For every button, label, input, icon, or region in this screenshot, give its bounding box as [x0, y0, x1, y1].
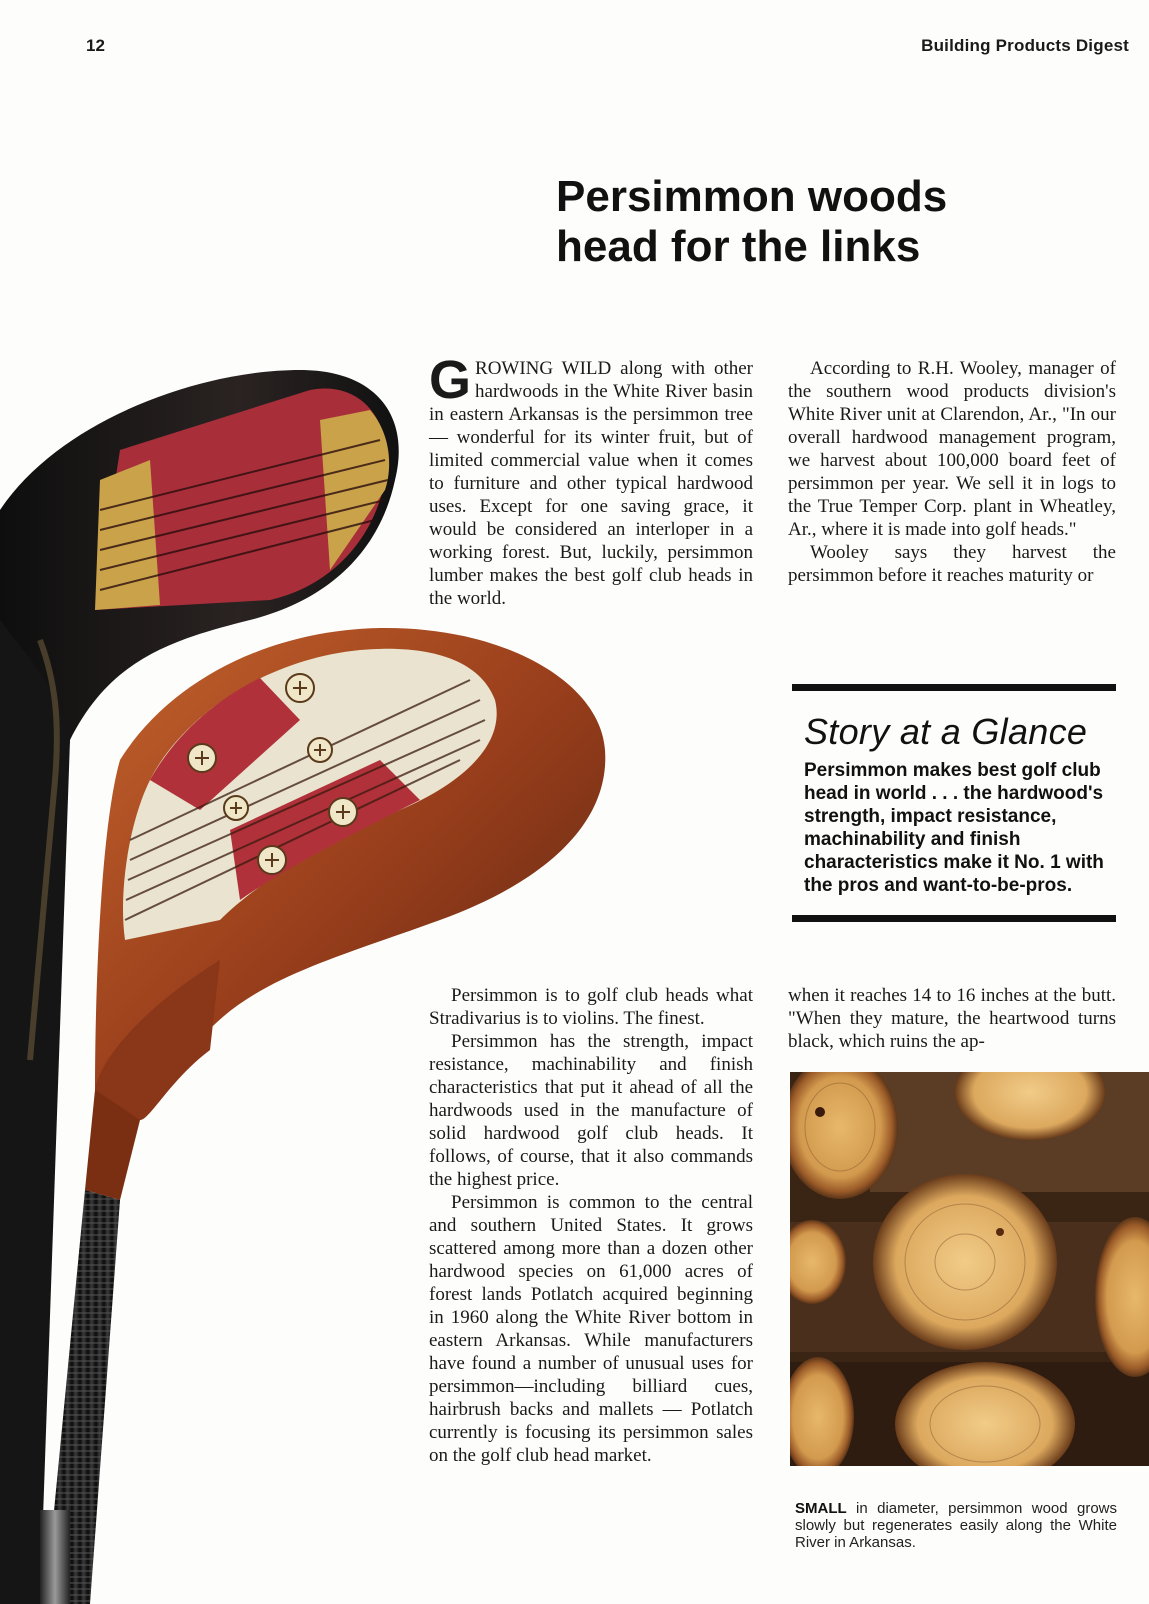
- glance-title: Story at a Glance: [804, 711, 1088, 752]
- caption-lead: SMALL: [795, 1500, 847, 1517]
- paragraph: Persimmon has the strength, impact resistance, machinability and finish characteristics that put it ahead of all the hardwoods used in the manufacture of solid hardwood golf club heads. It follows, of course, that it also commands the highest price.: [429, 1031, 753, 1190]
- bottom-rule: [792, 915, 1116, 922]
- article-column-4: [788, 984, 1116, 1053]
- publication-name: Building Products Digest: [921, 36, 1129, 55]
- headline: [556, 172, 947, 272]
- headline-line-2: head for the links: [556, 222, 921, 271]
- drop-cap: G: [429, 350, 472, 410]
- paragraph: Persimmon is common to the central and southern United States. It grows scattered among more than a dozen other hardwood species on 61,000 acres of forest lands Potlatch acquired beginning in 1960 along the White River bottom in eastern Arkansas. While manufacturers have found a number of unusual uses for persimmon—including billiard cues, hairbrush backs and mallets — Potlatch currently is focusing its persimmon sales on the golf club head market.: [429, 1192, 753, 1466]
- article-column-3: [429, 984, 753, 1467]
- paragraph: Wooley says they harvest the persimmon before it reaches maturity or: [788, 542, 1116, 586]
- page-number: 12: [86, 36, 105, 55]
- persimmon-logs-photo: [790, 1072, 1149, 1466]
- top-rule: [792, 684, 1116, 691]
- glance-summary: Persimmon makes best golf club head in world . . . the hardwood's strength, impact resistance, machinability and finish characteristics make it No. 1 with the pros and want-to-be-pros.: [804, 760, 1104, 896]
- lead-paragraph: GROWING WILD along with other hardwoods in the White River basin in eastern Arkansas is the persimmon tree — wonderful for its winter fruit, but of limited commercial value when it comes to furniture and other typical hardwood uses. Except for one saving grace, it would be considered an interloper in a working forest. But, luckily, persimmon lumber makes the best golf club heads in the world.: [429, 350, 753, 609]
- article-column-1: [429, 350, 753, 610]
- photo-caption: [795, 1500, 1117, 1551]
- article-column-2: [788, 357, 1116, 587]
- paragraph: when it reaches 14 to 16 inches at the butt. "When they mature, the heartwood turns black, which ruins the ap-: [788, 985, 1116, 1052]
- paragraph: According to R.H. Wooley, manager of the southern wood products division's White River unit at Clarendon, Ar., "In our overall hardwood management program, we harvest about 100,000 board feet of persimmon per year. We sell it in logs to the True Temper Corp. plant in Wheatley, Ar., where it is made into golf heads.": [788, 358, 1116, 540]
- story-at-a-glance-box: [792, 684, 1116, 922]
- headline-line-1: Persimmon woods: [556, 172, 948, 221]
- paragraph: Persimmon is to golf club heads what Stradivarius is to violins. The finest.: [429, 985, 753, 1029]
- caption-text: in diameter, persimmon wood grows slowly but regenerates easily along the White River in Arkansas.: [795, 1500, 1117, 1551]
